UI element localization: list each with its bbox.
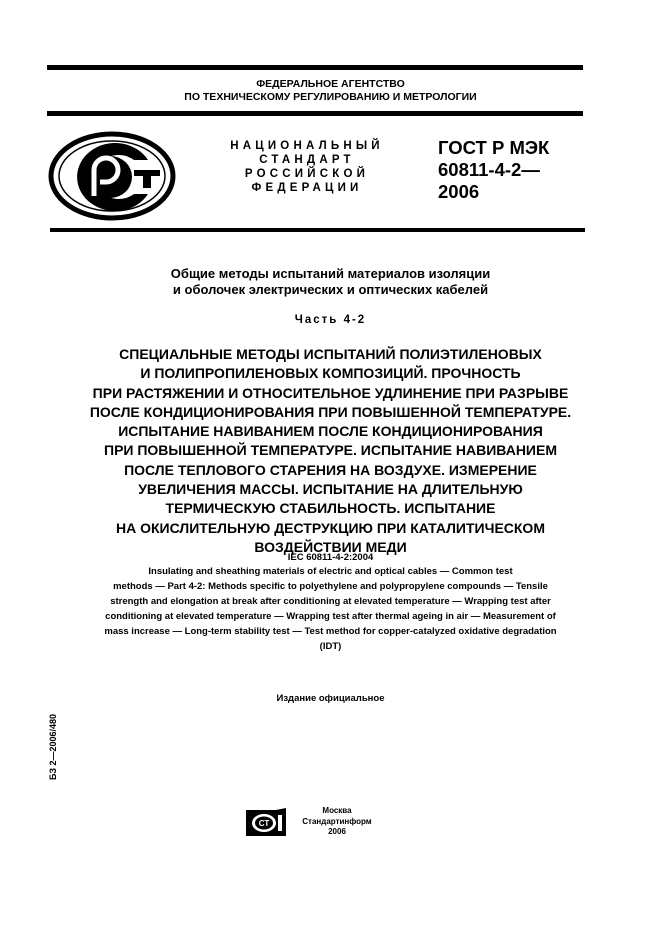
official-edition-label: Издание официальное — [276, 693, 385, 704]
side-code: БЗ 2—2006/480 — [48, 713, 58, 780]
title-line: УВЕЛИЧЕНИЯ МАССЫ. ИСПЫТАНИЕ НА ДЛИТЕЛЬНУЮ — [138, 481, 523, 498]
document-title — [0, 345, 661, 557]
agency-bottom-rule — [47, 111, 583, 116]
title-line: СПЕЦИАЛЬНЫЕ МЕТОДЫ ИСПЫТАНИЙ ПОЛИЭТИЛЕНОВЫХ — [119, 346, 542, 362]
agency-heading — [0, 78, 661, 104]
publisher-info — [292, 806, 382, 838]
publisher-name: Стандартинформ — [302, 816, 372, 826]
iec-reference: IEC 60811-4-2:2004 — [287, 552, 374, 563]
subtitle-line-2: и оболочек электрических и оптических кабелей — [172, 282, 489, 297]
iec-desc-line: strength and elongation at break after conditioning at elevated temperature — Wrapping test after — [110, 596, 551, 607]
standartinform-logo-icon — [246, 808, 286, 838]
designation-line-2: 60811-4-2— — [438, 159, 540, 180]
title-line: ПРИ ПОВЫШЕННОЙ ТЕМПЕРАТУРЕ. ИСПЫТАНИЕ НАВИВАНИЕМ — [104, 442, 557, 459]
title-line: ТЕРМИЧЕСКУЮ СТАБИЛЬНОСТЬ. ИСПЫТАНИЕ — [165, 500, 496, 517]
designation-line-1: ГОСТ Р МЭК — [438, 137, 550, 158]
title-line: НА ОКИСЛИТЕЛЬНУЮ ДЕСТРУКЦИЮ ПРИ КАТАЛИТИЧЕСКОМ — [116, 519, 545, 536]
iec-desc-line: Insulating and sheathing materials of electric and optical cables — Common test — [148, 566, 513, 577]
svg-text:СТ: СТ — [258, 819, 270, 828]
title-line: ВОЗДЕЙСТВИИ МЕДИ — [254, 538, 407, 555]
title-line: ИСПЫТАНИЕ НАВИВАНИЕМ ПОСЛЕ КОНДИЦИОНИРОВАНИЯ — [118, 423, 543, 440]
national-standard-line-3: РОССИЙСКОЙ — [244, 168, 370, 180]
iec-desc-line: mass increase — Long-term stability test — Test method for copper-catalyzed oxidative degradation — [104, 626, 557, 637]
iec-english-title — [70, 564, 591, 654]
gost-r-logo-icon — [48, 130, 178, 222]
part-number: Часть 4-2 — [294, 314, 367, 326]
agency-line-1: ФЕДЕРАЛЬНОЕ АГЕНТСТВО — [256, 78, 405, 90]
title-line: ПОСЛЕ КОНДИЦИОНИРОВАНИЯ ПРИ ПОВЫШЕННОЙ ТЕМПЕРАТУРЕ. — [89, 403, 572, 420]
standard-designation — [438, 137, 549, 203]
title-line: ПРИ РАСТЯЖЕНИИ И ОТНОСИТЕЛЬНОЕ УДЛИНЕНИЕ ПРИ РАЗРЫВЕ — [92, 384, 569, 401]
publisher-year: 2006 — [328, 827, 346, 836]
national-standard-line-1: НАЦИОНАЛЬНЫЙ — [230, 140, 384, 152]
document-subtitle — [0, 266, 661, 298]
header-bottom-rule — [50, 228, 585, 232]
title-line: ПОСЛЕ ТЕПЛОВОГО СТАРЕНИЯ НА ВОЗДУХЕ. ИЗМЕРЕНИЕ — [124, 461, 537, 478]
national-standard-line-4: ФЕДЕРАЦИИ — [251, 182, 363, 194]
title-line: И ПОЛИПРОПИЛЕНОВЫХ КОМПОЗИЦИЙ. ПРОЧНОСТЬ — [140, 365, 521, 382]
subtitle-line-1: Общие методы испытаний материалов изоляции — [170, 266, 491, 281]
agency-line-2: ПО ТЕХНИЧЕСКОМУ РЕГУЛИРОВАНИЮ И МЕТРОЛОГИИ — [184, 91, 477, 103]
publisher-city: Москва — [322, 806, 352, 815]
national-standard-line-2: СТАНДАРТ — [259, 154, 355, 166]
national-standard-label — [222, 139, 392, 195]
top-rule — [47, 65, 583, 70]
iec-desc-line: methods — Part 4-2: Methods specific to polyethylene and polypropylene compounds — Tensile — [113, 581, 548, 592]
iec-desc-line: (IDT) — [319, 641, 342, 652]
designation-line-3: 2006 — [438, 181, 480, 202]
iec-desc-line: conditioning at elevated temperature — Wrapping test after thermal ageing in air — Measurement of — [105, 611, 556, 622]
